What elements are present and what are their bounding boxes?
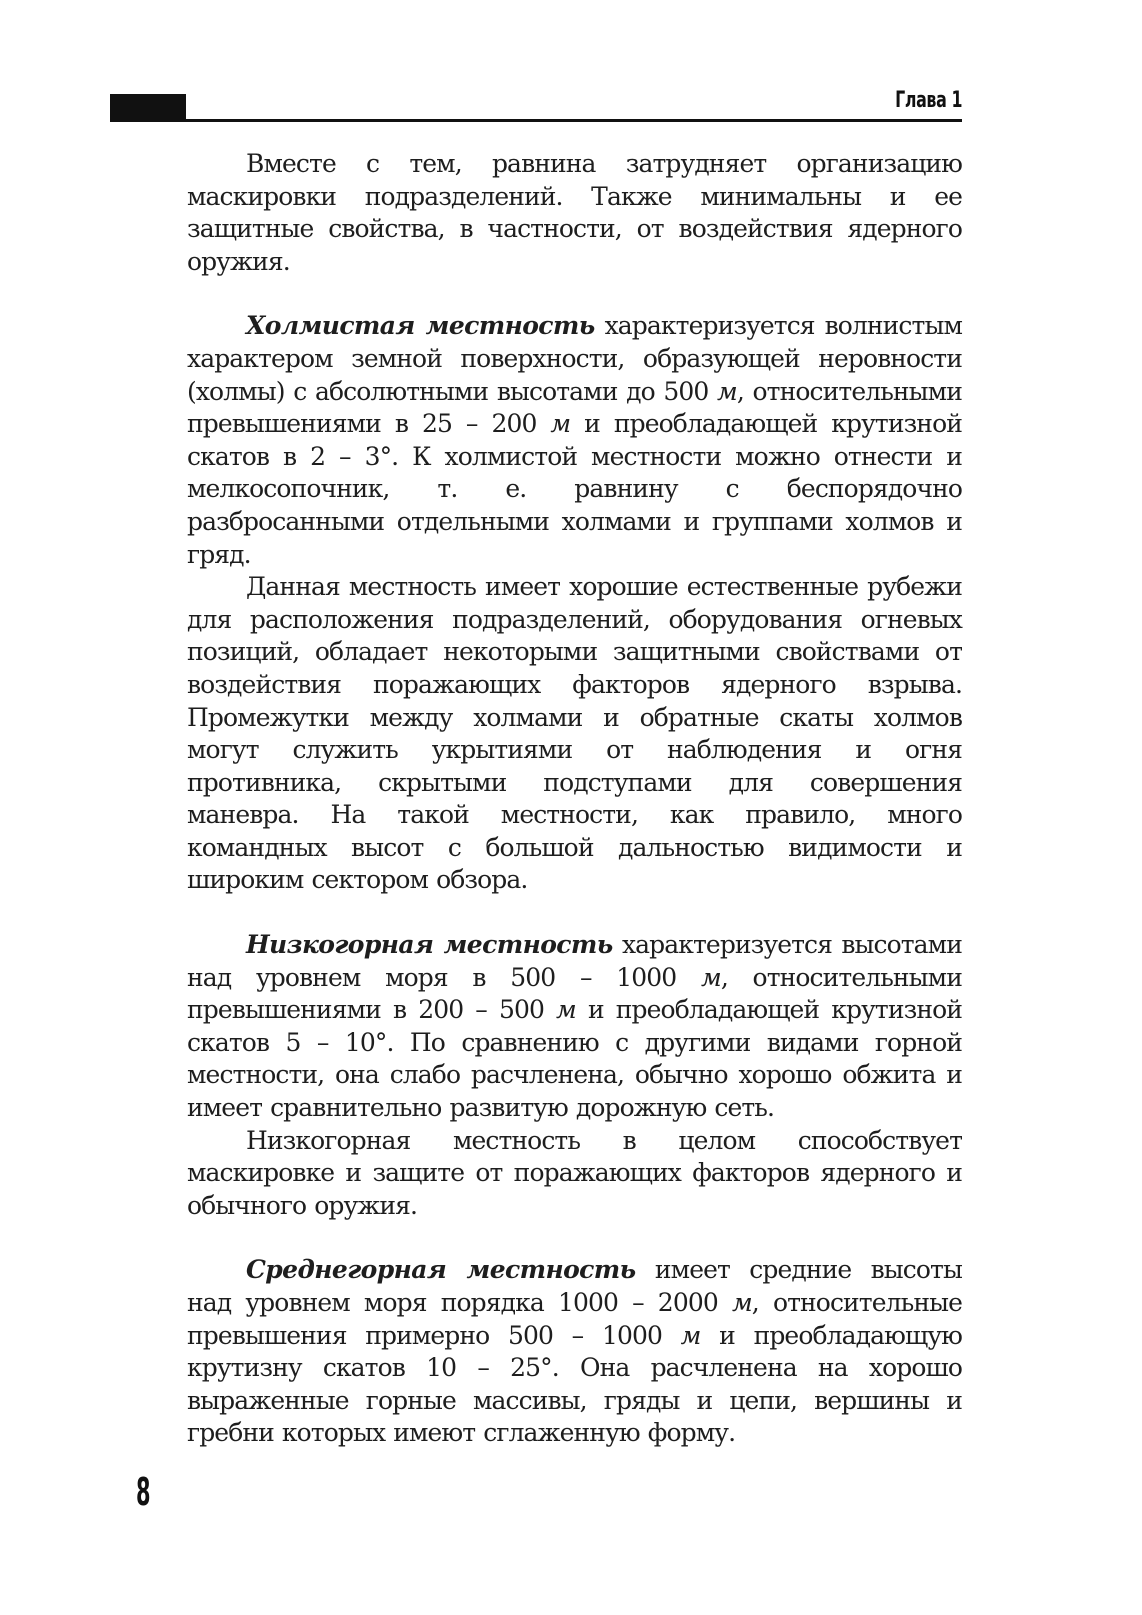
paragraph-hilly-terrain: [187, 310, 962, 571]
term-mid-mountain-terrain: Среднегорная местность: [246, 1255, 636, 1285]
term-hilly-terrain: Холмистая местность: [246, 311, 595, 341]
paragraph-text: Низкогорная местность в целом способствует маскировке и защите от поражающих факторов ядерного и обычного оружия.: [187, 1125, 962, 1220]
unit-meter: м: [550, 409, 571, 439]
unit-meter: м: [556, 995, 576, 1025]
running-header: [110, 86, 962, 122]
paragraph-text: характеризуется волнистым характером земной поверхности, образующей неровности (холмы) с абсолютными высотами до 500: [187, 311, 963, 406]
paragraph-text: , относительными превышениями в 25 – 200: [187, 376, 962, 439]
unit-meter: м: [700, 962, 721, 992]
paragraph-text: , относительными превышениями в 200 – 500: [187, 962, 962, 1025]
paragraph-low-mountain-properties: [187, 1125, 962, 1223]
unit-meter: м: [680, 1320, 701, 1350]
paragraph-text: и преобладающей крутизной скатов 5 – 10°. По сравнению с другими видами горной местности, она слабо расчленена, обычно хорошо обжита и имеет сравнительно развитую дорожную сеть.: [187, 995, 963, 1123]
header-rule: [186, 119, 962, 122]
unit-meter: м: [731, 1288, 752, 1317]
header-black-block: [110, 94, 186, 122]
paragraph-text: характеризуется высотами над уровнем моря в 500 – 1000: [187, 930, 962, 992]
paragraph-text: Вместе с тем, равнина затрудняет организацию маскировки подразделений. Также минимальны и ее защитные свойства, в частности, от воздействия ядерного оружия.: [187, 149, 962, 276]
paragraph-text: и преобладающей крутизной скатов в 2 – 3°. К холмистой местности можно отнести и мелкосопочник, т. е. равнину с беспорядочно разбросанными отдельными холмами и группами холмов и гряд.: [187, 409, 962, 569]
paragraph-text: Данная местность имеет хорошие естественные рубежи для расположения подразделений, оборудования огневых позиций, обладает некоторыми защитными свойствами от воздействия поражающих факторов ядерного взрыва. Промежутки между холмами и обратные скаты холмов могут служить укрытиями от наблюдения и огня противника, скрытыми подступами для совершения маневра. На такой местности, как правило, много командных высот с большой дальностью видимости и широким сектором обзора.: [187, 572, 962, 895]
term-low-mountain-terrain: Низкогорная местность: [246, 930, 613, 960]
body-text: [187, 148, 962, 1450]
page-number: 8: [136, 1470, 151, 1514]
paragraph-plain-concealment: [187, 148, 962, 278]
chapter-label: Глава 1: [894, 88, 962, 113]
paragraph-text: имеет средние высоты над уровнем моря порядка 1000 – 2000: [187, 1255, 962, 1317]
paragraph-mid-mountain-terrain: [187, 1254, 962, 1450]
paragraph-text: , относительные превышения примерно 500 – 1000: [187, 1288, 962, 1350]
paragraph-hilly-terrain-properties: [187, 571, 962, 897]
paragraph-text: и преобладающую крутизну скатов 10 – 25°. Она расчленена на хорошо выраженные горные массивы, гряды и цепи, вершины и гребни которых имеют сглаженную форму.: [187, 1320, 962, 1448]
paragraph-low-mountain-terrain: [187, 929, 962, 1125]
unit-meter: м: [717, 376, 737, 406]
